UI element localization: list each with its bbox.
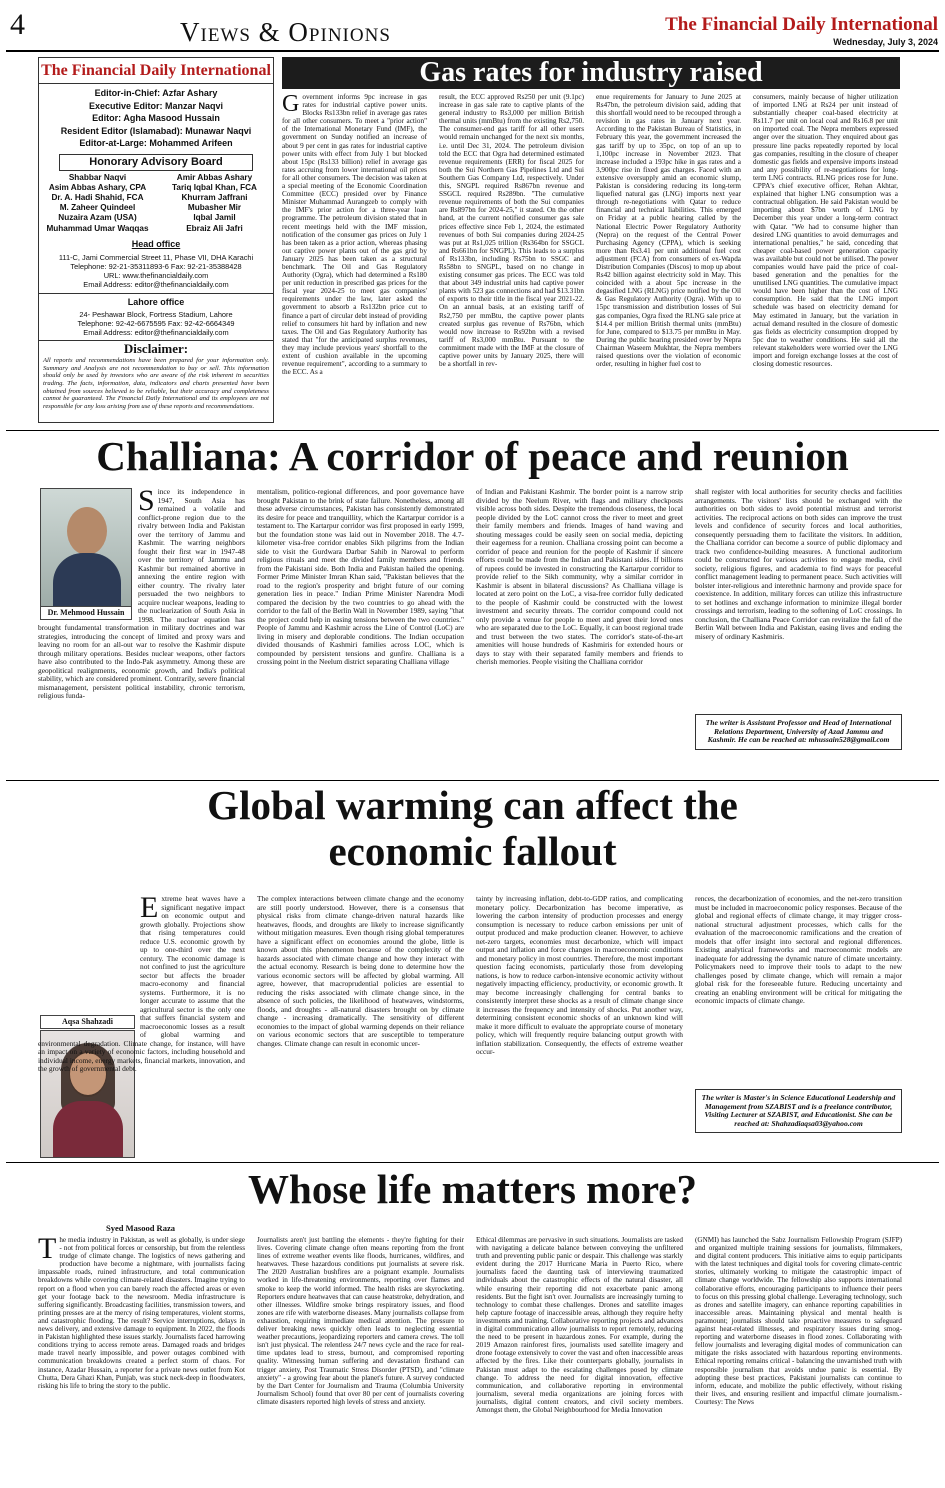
advisory-member: Dr. A. Hadi Shahid, FCA (51, 192, 144, 202)
gas-article-body (282, 93, 898, 425)
head-office-line: Email Address: editor@thefinancialdaily.com (83, 280, 229, 290)
warming-bio: The writer is Master's in Science Educational Leadership and Management from SZABIST and is a freelance contributor, Visiting Lecturer at SZABIST, and Educationist. She can be reached at: Shahzadiaqsa03@yahoo.com (695, 1089, 902, 1133)
staff-box (38, 57, 274, 423)
gas-headline: Gas rates for industry raised (419, 57, 763, 88)
author-caption: Aqsa Shahzadi (40, 1015, 135, 1029)
life-column (476, 1236, 683, 1482)
editor-line: Editor-in-Chief: Azfar Ashary (94, 88, 218, 98)
gas-column (439, 93, 584, 425)
page-number: 4 (10, 8, 25, 41)
gas-column-text: consumers, mainly because of higher utilization of imported LNG at Rs24 per unit instead of substantially cheaper coal-based electricity at Rs11.7 per unit on local coal and Rs16.8 per unit on imported coal. The Nepra members expressed anger over the situation. They enquired about gas pressure line packs repeatedly reported by local gas companies, resulting in the closure of cheaper domestic gas fields and expensive imports instead and any possibility of re-negotiations for long-term LNG contracts. RLNG prices rose for June. CPPA's chief executive officer, Rehan Akhtar, explained that higher LNG consumption was a contractual obligation. He said Pakistan would be importing about $7bn worth of LNG by December this year under a long-term contract with Qatar. "We had to consume higher than desired LNG quantities to avoid demurrages and international penalties," he said, conceding that cheaper coal-based power generation capacity was available but could not be utilised. The power companies would have paid the price of coal-based generation and the penalties for the unutilised LNG quantities. The cumulative impact would have been higher than the cost of LNG consumption. He said that the LNG import schedule was based on electricity demand for May estimated in January, but the variation in actual demand resulted in the closure of domestic gas fields as electricity consumption dropped by 5pc due to weather conditions. He said all the relevant stakeholders were worried over the LNG import and foreign exchange losses at the cost of closing domestic resources. (753, 93, 898, 369)
head-office-title: Head office (131, 238, 181, 249)
warming-column-text: rences, the decarbonization of economies, and the net-zero transition must be included in macroeconomic policy responses. Because of the global and regional effects of climate change, it may trigger cross-national structural adjustment processes, which calls for the evaluation of the macroeconomic ramifications and the creation of models that offer insight into sectoral and regional differences. Existing analytical frameworks and macroeconomic models are inadequate for addressing the dynamic nature of climate uncertainty. Policymakers need to improve their tools to adapt to the new challenges posed by climate change, which will remain a major global risk for the foreseeable future. Reducing uncertainty and creating an enabling environment will be critical for mitigating the economic impacts of climate change. (695, 895, 902, 1005)
warming-article-body (38, 895, 902, 1155)
disclaimer-text: All reports and recommendations have been prepared for your information only. Summary and Analysis are not recommendation to buy or sell. This information should only be used by investors who are aware of the risk inherent in securities trading. The facts, information, data, indicators and charts presented have been obtained from sources believed to be reliable, but their accuracy and completeness cannot be guaranteed. The Financial Daily International and its employees are not responsible for any loss arising from use of these reports and recommendations. (43, 357, 269, 410)
life-column (695, 1236, 902, 1482)
advisory-member: Ebraiz Ali Jafri (186, 223, 243, 233)
section-title: Views & Opinions (180, 17, 391, 47)
lahore-office-line: Telephone: 92-42-6675595 Fax: 92-42-6664349 (77, 318, 235, 328)
challiana-column (695, 488, 902, 773)
head-office-line: URL: www.thefinancialdaily.com (103, 271, 209, 281)
warming-column: Extreme heat waves have a significant negative impact on economic output and growth globally. Projections show that rising temperatures could reduce U.S. economic growth by up to one-third over the next century. The economic damage is not confined to just the agriculture sector but affects the broader macro-economy and financial systems. Furthermore, it is no longer accurate to assume that the agricultural sector is the only one that suffers financial system and macroeconomic losses as a result of global warming and environmental degradation. Climate change, for instance, will have an impact on a variety of economic factors, including household and individual income, energy markets, financial markets, innovation, and the growth of governmental debt. (38, 895, 245, 1073)
warming-headline-line1: Global warming can affect the (207, 782, 738, 828)
editor-line: Editor-at-Large: Mohammed Arifeen (79, 138, 233, 148)
disclaimer-title: Disclaimer: (123, 341, 189, 357)
lahore-office-title: Lahore office (127, 296, 185, 307)
gas-column-text: overnment informs 9pc increase in gas rates for industrial captive power units. Blocks Rs133bn relief in average gas rates for all other consumers. To meet a "prior action" of the International Monetary Fund (IMF), the government on Sunday notified an increase of about 9 per cent in gas rates for industrial captive power units with effect from July 1 but blocked about 15pc (Rs133 billion) relief in average gas rates accruing from lower international oil prices for all other consumers. The decision was taken at a special meeting of the Economic Coordination Committee (ECC) presided over by Finance Minister Muhammad Aurangzeb to comply with the IMF's prior action for a three-year loan programme. The petroleum division stated that in recent meetings held with the IMF mission, notification of the consumer gas prices on July 1 has been taken as a prior action, whereas phasing out captive power plants out of the gas grid by January 2025 has been taken as a structural benchmark. The Oil and Gas Regulatory Authority (Ogra), which had determined a Rs180 per unit reduction in prescribed gas prices for the fiscal year 2024-25 to meet gas companies' requirements under the law, later asked the government to absorb a Rs132bn price cut to finance a part of circular debt instead of providing relief to consumers hit hard by inflation and new taxes. The Oil and Gas Regulatory Authority has stated that "for the anticipated surplus revenues, they may include previous years' shortfall to the extent of cushion available in the upcoming revenue requirement", according to a summary to the ECC. As a (282, 93, 427, 377)
advisory-member: Nuzaira Azam (USA) (58, 213, 137, 223)
life-headline: Whose life matters more? (248, 1166, 697, 1212)
advisory-member: M. Zaheer Quindeel (59, 203, 136, 213)
life-column-text: he media industry in Pakistan, as well as globally, is under siege - not from political forces or censorship, but from the relentless trudge of climate change. The logistics of news gathering and production have become a nightmare, with journalists facing impassable roads, ruined infrastructure, and total communication breakdowns while covering climate-related disasters. Imagine trying to report on a flood when you can barely reach the affected areas or even get your footage back to the newsroom. Media infrastructure is suffering significantly. Broadcasting facilities, transmission towers, and printing presses are at the mercy of rising temperatures, violent storms, and catastrophic flooding. The result? Service interruptions, delays in news delivery, and extensive damage to equipment. In 2022, the floods in Pakistan highlighted these issues starkly. Journalists faced harrowing conditions trying to access remote areas. Damaged roads and bridges made travel nearly impossible, and power outages combined with communication breakdowns created a perfect storm of chaos. For instance, Azadar Hussain, a reporter for a private news outlet from Kot Chutta, Dera Ghazi Khan, Punjab, was stuck neck-deep in floodwaters, risking his life to bring the story to the public. (38, 1236, 245, 1390)
advisory-title: Honorary Advisory Board (59, 154, 253, 171)
challiana-column-text: shall register with local authorities for security checks and facilities arrangements. The visitors' lists should be exchanged with the authorities on both sides to avoid potential mistrust and terrorist activities. The reciprocal actions on both sides can improve the trust levels and confidence of security forces and local authorities, consequently persuading them to facilitate the visitors. In addition, the Challiana corridor can become a source of public diplomacy and track two confidence-building measures. A functional auditorium could be constructed for various activities to engage media, civil society, religious figures, and academia to find ways for peaceful conflict management leading to permanent peace. Such activities will bolster inter-religious and interethnic harmony and provide space for coexistence. In addition, military forces can utilize this infrastructure to set hotlines and exchange information to minimize illegal border crossings and terrorism, leading to the softening of LoC crossings. In conclusion, the Challiana Peace Corridor can revitalize the fall of the Berlin Wall between India and Pakistan, easing lives and ending the misery of ordinary Kashmiris. (695, 488, 902, 641)
life-column (257, 1236, 464, 1482)
gas-column (753, 93, 898, 425)
head-office-line: Telephone: 92-21-35311893-6 Fax: 92-21-35388428 (70, 261, 242, 271)
author-caption: Dr. Mehmood Hussain (40, 606, 132, 620)
divider (6, 780, 939, 781)
gas-column: Government informs 9pc increase in gas rates for industrial captive power units. Blocks Rs133bn relief in average gas rates for all other consumers. To meet a "prior action" of the International Monetary Fund (IMF), the government on Sunday notified an increase of about 9 per cent in gas rates for industrial captive power units with effect from July 1 but blocked about 15pc (Rs133 billion) relief in average gas rates accruing from lower international oil prices for all other consumers. The decision was taken at a special meeting of the Economic Coordination Committee (ECC) presided over by Finance Minister Muhammad Aurangzeb to comply with the IMF's prior action for a three-year loan programme. The petroleum division stated that in recent meetings held with the IMF mission, notification of the consumer gas prices on July 1 has been taken as a prior action, whereas phasing out captive power plants out of the gas grid by January 2025 has been taken as a structural benchmark. The Oil and Gas Regulatory Authority (Ogra), which had determined a Rs180 per unit reduction in prescribed gas prices for the fiscal year 2024-25 to meet gas companies' requirements under the law, later asked the government to absorb a Rs132bn price cut to finance a part of circular debt instead of providing relief to consumers hit hard by inflation and new taxes. The Oil and Gas Regulatory Authority has stated that "for the anticipated surplus revenues, they may include previous years' shortfall to the extent of cushion available in the upcoming revenue requirement", according to a summary to the ECC. As a (282, 93, 427, 377)
challiana-article-body (38, 488, 902, 773)
challiana-column (257, 488, 464, 773)
warming-column (695, 895, 902, 1155)
advisory-right-list (156, 173, 273, 234)
head-office-line: 111-C, Jami Commercial Street 11, Phase VII, DHA Karachi (58, 252, 254, 262)
masthead-rule (6, 50, 939, 52)
editor-line: Editor: Agha Masood Hussain (92, 113, 220, 123)
advisory-left-list (39, 173, 156, 234)
life-byline: Syed Masood Raza (106, 1223, 175, 1233)
staff-box-title: The Financial Daily International (41, 62, 271, 79)
warming-column-text: xtreme heat waves have a significant negative impact on economic output and growth globally. Projections show that rising temperatures could reduce U.S. economic growth by up to one-third over the next century. The economic damage is not confined to just the agriculture sector but affects the broader macro-economy and financial systems. Furthermore, it is no longer accurate to assume that the agricultural sector is the only one that suffers financial system and macroeconomic losses as a result of global warming and environmental degradation. Climate change, for instance, will have an impact on a variety of economic factors, including household and individual income, energy markets, financial markets, innovation, and the growth of governmental debt. (38, 895, 245, 1073)
challiana-column-text: mentalism, politico-regional differences, and poor governance have brought Pakistan to the brink of state failure. Nonetheless, among all these adverse circumstances, Pakistan has consistently demonstrated its desire for peace and tranquillity, which the Kartarpur corridor is a testament to. The Kartarpur corridor was first proposed in early 1999, but the foundation stone was laid out in November 2018. The 4.7-kilometer visa-free corridor enables Sikh pilgrims from the Indian side to visit the Gurdwara Darbar Sahib in Narowal to perform religious rituals and meet the divided family members and friends from the Pakistani side. Both India and Pakistan hailed the opening. Former Prime Minister Imran Khan said, "Pakistan believes that the road to the region's prosperity and bright future of our coming generation lies in peace." Indian Prime Minister Narendra Modi compared the decision by the two countries to go ahead with the corridor to the fall of the Berlin Wall in November 1989, saying "that the project could help in easing tensions between the two countries." People of Jammu and Kashmir across the Line of Control (LoC) are living in misery and deplorable conditions. The Indian occupation divided thousands of Kashmiri families across LOC, which is compounded by persistent tensions and gunfire. Challiana is a crossing point in the Neelum district separating Challiana village (257, 488, 464, 666)
warming-column-text: The complex interactions between climate change and the economy are still poorly understood. However, there is a consensus that physical risks from climate change-driven natural hazards like heatwaves, floods, and droughts are likely to increase significantly without mitigation measures. Even though rising global temperatures have a significant effect on economies around the globe, little is known about this phenomenon because of the complexity of the hazards associated with climate change and how they interact with the actual economy. Research is being done to determine how the various economic sectors will be affected by global warming. All agree, however, that macroprudential policies are essential to reducing the risks associated with climate change since, in the absence of such policies, the likelihood of heatwaves, windstorms, floods, and droughts - all-natural disasters brought on by climate change - increasing dramatically. The sensitivity of different economies to the impact of global warming depends on their reliance on various economic sectors that are susceptible to temperature changes. Climate change can result in economic uncer- (257, 895, 464, 1048)
life-column-text: Journalists aren't just battling the elements - they're fighting for their lives. Covering climate change often means reporting from the front lines of extreme weather events like floods, hurricanes, wildfires, and heatwaves. These hazardous conditions put journalists at severe risk. The 2020 Australian bushfires are a poignant example. Journalists worked in life-threatening environments, reporting over flames and smoke to keep the world informed. The health risks are skyrocketing. Reporters endure heatwaves that can cause heatstroke, dehydration, and other illnesses. Wildfire smoke brings respiratory issues, and flood zones are rife with waterborne diseases. Many journalists collapse from exhaustion, requiring immediate medical attention. The pressure to deliver breaking news quickly often leads to neglecting essential weather precautions, jeopardizing reporters and camera crews. The toll isn't just physical. The relentless 24/7 news cycle and the race for real-time updates lead to stress, burnout, and compromised reporting quality. Witnessing human suffering and devastation firsthand can trigger anxiety, Post Traumatic Stress Disorder (PTSD), and "climate anxiety" - a growing fear about the planet's future. A survey conducted by the Dart Center for Journalism and Trauma (Columbia University Journalism School) found that over 80 per cent of journalists covering climate disasters reported high levels of stress and anxiety. (257, 1236, 464, 1406)
gas-column (596, 93, 741, 425)
challiana-column: Since its independence in 1947, South Asia has remained a volatile and conflict-prone region due to the rivalry between India and Pakistan over the territory of Jammu and Kashmir. The warring neighbors fought their first war in 1947-48 over the territory of Jammu and Kashmir but remained abortive in annexing the entire region with either country. The rivalry later persuaded the two neighbors to acquire nuclear weapons, leading to the nuclearization of South Asia in 1998. The nuclear equation has brought fundamental transformation in military doctrines and war strategies, introducing the concept of limited and proxy wars and leaving no room for an all-out war to resolve the Kashmir dispute through military operations. Besides nuclear weapons, other factors have also contributed to the Indo-Pak asymmetry. Among these are geopolitical realignments, economic growth, and India's political stability, which are considered prominent. Contrarily, severe financial mismanagement, persistent political instability, chronic terrorism, religious funda- (38, 488, 245, 700)
advisory-member: Tariq Iqbal Khan, FCA (172, 182, 257, 192)
advisory-member: Amir Abbas Ashary (176, 172, 253, 182)
advisory-member: Iqbal Jamil (193, 213, 236, 223)
editor-line: Resident Editor (Islamabad): Munawar Naqvi (60, 125, 252, 136)
editor-line: Executive Editor: Manzar Naqvi (88, 100, 224, 111)
lahore-office-line: Email Address: editor@thefinancialdaily.com (83, 327, 229, 337)
masthead-date: Wednesday, July 3, 2024 (833, 37, 938, 47)
gas-column-text: enue requirements for January to June 2025 at Rs47bn, the petroleum division said, adding that this shortfall would need to be recouped through a revision in gas rates in January next year. According to the Pakistan Bureau of Statistics, in February this year, the government increased the gas tariff by up to 35pc, on top of an up to 1,100pc increase in November 2023. That increase included a 193pc hike in gas rates and a 3,900pc rise in fixed gas charges. Faced with an extensive oversupply amid an economic slump, Pakistan is considering reducing its long-term liquefied natural gas (LNG) imports next year through re-negotiations with Qatar to reduce financial and technical liabilities. This emerged on Friday at a public hearing called by the National Electric Power Regulatory Authority (Nepra) on the request of the Central Power Purchasing Agency (CPPA), which is seeking more than Rs3.41 per unit additional fuel cost adjustment (FCA) from consumers of ex-Wapda Distribution Companies (Discos) to mop up about Rs42 billion against electricity sold in May. This coincided with a about 5pc increase in the degasified LNG (RLNG) price notified by the Oil & Gas Regulatory Authority (Ogra). With up to 15pc transmission and distribution losses of Sui gas companies, Ogra fixed the RLNG sale price at $14.4 per million British thermal units (mmBtu) for June, compared to $13.75 per mmBtu in May. During the public hearing presided over by Nepra Chairman Waseem Mukhtar, the Nepra members raised questions over the violation of economic order, resulting in higher fuel cost to (596, 93, 741, 369)
advisory-member: Khurram Jaffrani (181, 192, 248, 202)
life-article-body (38, 1236, 902, 1482)
advisory-member: Asim Abbas Ashary, CPA (48, 182, 147, 192)
divider (6, 430, 939, 431)
warming-headline-line2: economic fallout (328, 828, 617, 874)
lahore-office-line: 24- Peshawar Block, Fortress Stadium, Lahore (79, 309, 233, 319)
challiana-column-text: ince its independence in 1947, South Asia has remained a volatile and conflict-prone region due to the rivalry between India and Pakistan over the territory of Jammu and Kashmir. The warring neighbors fought their first war in 1947-48 over the territory of Jammu and Kashmir but remained abortive in annexing the entire region with either country. The rivalry later persuaded the two neighbors to acquire nuclear weapons, leading to the nuclearization of South Asia in 1998. The nuclear equation has brought fundamental transformation in military doctrines and war strategies, introducing the concept of limited and proxy wars and leaving no room for an all-out war to resolve the Kashmir dispute through military operations. Besides nuclear weapons, other factors have also contributed to the Indo-Pak asymmetry. Among these are geopolitical realignments, economic growth, and India's political stability, which are considered prominent. Contrarily, severe financial mismanagement, persistent political instability, chronic terrorism, religious funda- (38, 488, 245, 700)
gas-column-text: result, the ECC approved Rs250 per unit (9.1pc) increase in gas sale rate to captive plants of the general industry to Rs3,000 per million British thermal units (mmBtu) from the existing Rs2,750. The consumer-end gas tariff for all other users would remain unchanged for the next six months, i.e. until Dec 31, 2024. The petroleum division told the ECC that Ogra had determined estimated revenue requirements (ERR) for fiscal 2025 for both the Sui Northern Gas Pipelines Ltd and Sui Southern Gas Company Ltd, respectively. Under this, SNGPL required Rs867bn revenue and SSGCL required Rs289bn. "The cumulative revenue requirements of both the Sui companies are Rs897bn for 2024-25," it stated. On the other hand, at the current notified consumer gas sale prices effective since Feb 1, 2024, the estimated revenues of both Sui companies during 2024-25 was put at Rs1,025 trillion (Rs364bn for SSGCL and Rs661bn for SNGPL). This leads to a surplus of Rs133bn, including Rs75bn to SSGC and Rs58bn to SNGPL, based on no change in existing consumer gas prices. The ECC was told that about 349 industrial units had captive power plants with 523 gas connections and had $13.31bn of exports to their title in the fiscal year 2021-22. On an annual basis, at an existing tariff of Rs2,750 per mmBtu, the captive power plants created surplus gas revenue of Rs76bn, which would now increase to Rs92bn with a revised tariff of Rs3,000 mmBtu. Pursuant to the commitment made with the IMF at the closure of captive power units by January 2025, there will be a shortfall in rev- (439, 93, 584, 369)
advisory-member: Shabbar Naqvi (68, 172, 127, 182)
advisory-member: Mubasher Mir (187, 203, 242, 213)
divider (6, 1162, 939, 1163)
challiana-column (476, 488, 683, 773)
warming-column-text: tainty by increasing inflation, debt-to-GDP ratios, and complicating monetary policy. Decarbonization has become imperative, as lowering the carbon intensity of production processes and energy consumption is necessary to reduce carbon emissions per unit of output produced and make production cleaner. However, to achieve net-zero targets, economies must decarbonize, which will impact output and inflation and force changes in macroeconomic conditions and monetary policy in most countries. Therefore, the most important question facing economists, particularly those from developing nations, is how to reduce carbon-intensive economic activity without negatively impacting efficiency, productivity, or economic growth. It may become increasingly challenging for central banks to consistently interpret these shocks as a result of climate change since it increases the frequency and intensity of shocks. Put another way, determining consistent economic shocks of an unknown kind will make it more difficult to evaluate the appropriate course of monetary policy, which will frequently require balancing output growth with inflation stabilization. Consequently, the effects of extreme weather occur- (476, 895, 683, 1056)
life-column-text: Ethical dilemmas are pervasive in such situations. Journalists are tasked with navigating a delicate balance between conveying the unfiltered truth and preventing public panic or despair. This challenge was starkly evident during the 2017 Hurricane Maria in Puerto Rico, where journalists faced the daunting task of interviewing traumatized individuals about the catastrophic effects of the natural disaster, all while ensuring their reporting did not exacerbate panic among residents. But the fight isn't over. Journalists are increasingly turning to technology to combat these challenges. Drones and satellite images help capture footage of inaccessible areas, although they require hefty investments and training. Collaborative reporting projects and advances in digital communication allow journalists to report remotely, reducing the need to be present in hazardous zones. For example, during the 2019 Amazon rainforest fires, journalists used satellite imagery and drone footage extensively to cover the vast and often inaccessible areas affected by the fires. Like their counterparts globally, journalists in Pakistan must adapt to the escalating challenges posed by climate change. To address the need for digital innovation, effective communication, and collaborative reporting in environmental journalism, several media organizations are joining forces with journalists, digital content creators, and civil society members. Amongst them, the Global Neighbourhood for Media Innovation (476, 1236, 683, 1414)
warming-column (257, 895, 464, 1155)
advisory-member: Muhammad Umar Waqqas (46, 223, 149, 233)
masthead-paper-name: The Financial Daily International (665, 14, 938, 35)
challiana-column-text: of Indian and Pakistani Kashmir. The border point is a narrow strip divided by the Neelum River, with flags and military checkposts visible across both sides. Despite the tremendous closeness, the local people divided by the LoC cannot cross the river to meet and greet their family members and friends. Images of hand waving and shouting messages could be easily seen on social media, depicting their eagerness for a reunion. Challiana crossing point can become a corridor of peace and reunion for the people of Kashmir if sincere efforts could be made from the Indian and Pakistani sides. If billions of rupees could be invested in constructing the Kartarpur corridor to provide relief to the Sikh community, why a similar corridor in Kashmir is absent in bilateral discussions? As Challiana village is located at zero point on the LoC, a visa-free corridor fully dedicated to the people of Kashmir could be constructed with the lowest investment and security threats. The corridor compound could not only provide a venue for people to meet and greet their loved ones who are separated due to the LoC. Equally, it can boost regional trade and trust between the two states. The corridor's state-of-the-art amenities will house hundreds of Kashmiris for extended hours or days to stay with their separated family members and friends to cherish memories. People visiting the Challiana corridor (476, 488, 683, 666)
challiana-bio: The writer is Assistant Professor and Head of International Relations Department, University of Azad Jammu and Kashmir. He can be reached at: mhussain528@gmail.com (695, 714, 902, 750)
life-column-text: (GNMI) has launched the Sabz Journalism Fellowship Program (SJFP) and organized multiple training sessions for journalists, filmmakers, and digital content producers. This initiative aims to equip participants with the latest techniques and digital tools for covering climate-centric stories, ultimately working to mitigate the catastrophic impact of climate change worldwide. The fellowship also supports international collaborative efforts, encouraging participants to influence their peers to focus on this pressing global challenge. Leveraging technology, such as drones and satellite imagery, can enhance reporting capabilities in inaccessible areas. Maintaining physical and mental health is paramount; journalists should take proactive measures to safeguard against heat-related illnesses, and respiratory issues during smog-reporting and waterborne diseases in flood zones. Collaborating with fellow journalists and leveraging digital modes of communication can mitigate the risks associated with hazardous reporting environments. Ethical reporting remains critical - balancing the unvarnished truth with responsible journalism that avoids undue panic is essential. By adopting these best practices, Pakistani journalists can continue to inform, educate, and mobilize the public effectively, without risking their lives, and ensuring resilient and impactful climate journalism.-Courtesy: The News (695, 1236, 902, 1406)
life-column: The media industry in Pakistan, as well as globally, is under siege - not from political forces or censorship, but from the relentless trudge of climate change. The logistics of news gathering and production have become a nightmare, with journalists facing impassable roads, ruined infrastructure, and total communication breakdowns while covering climate-related disasters. Imagine trying to report on a flood when you can barely reach the affected areas or even get your footage back to the newsroom. Media infrastructure is suffering significantly. Broadcasting facilities, transmission towers, and printing presses are at the mercy of rising temperatures, violent storms, and catastrophic flooding. The result? Service interruptions, delays in news delivery, and extensive damage to equipment. In 2022, the floods in Pakistan highlighted these issues starkly. Journalists faced harrowing conditions trying to access remote areas. Damaged roads and bridges made travel nearly impossible, and power outages combined with communication breakdowns created a perfect storm of chaos. For instance, Azadar Hussain, a reporter for a private news outlet from Kot Chutta, Dera Ghazi Khan, Punjab, was stuck neck-deep in floodwaters, risking his life to bring the story to the public. (38, 1236, 245, 1390)
challiana-headline: Challiana: A corridor of peace and reunion (96, 433, 849, 479)
warming-column (476, 895, 683, 1155)
